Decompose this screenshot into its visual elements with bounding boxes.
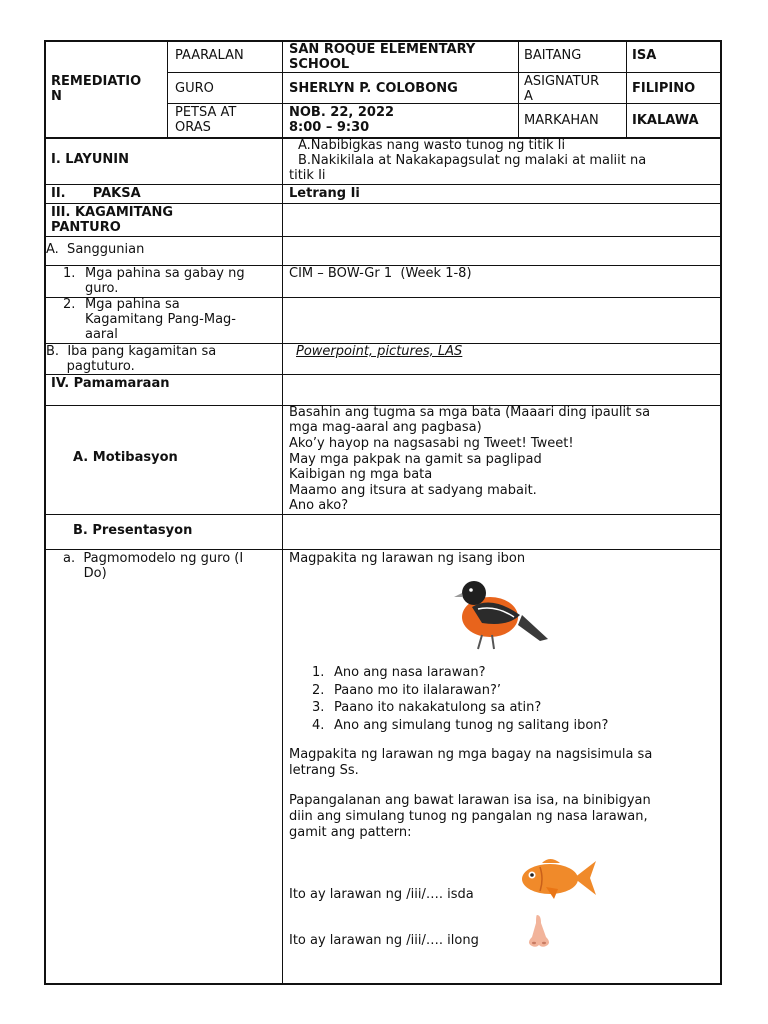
- guro-label: GURO: [175, 81, 214, 96]
- layunin-label: I. LAYUNIN: [51, 152, 129, 167]
- isda-line: Ito ay larawan ng /iii/…. isda: [289, 887, 474, 902]
- item1-value: CIM – BOW-Gr 1 (Week 1-8): [289, 266, 472, 281]
- intro-text: Magpakita ng larawan ng isang ibon: [289, 551, 526, 566]
- baitang-value: ISA: [632, 48, 657, 63]
- item2-label: Mga pahina sa Kagamitang Pang-Mag- aaral: [85, 297, 236, 342]
- question-text: Ano ang simulang tunog ng salitang ibon?: [334, 718, 609, 733]
- paragraph-ss: Magpakita ng larawan ng mga bagay na nagsisimula sa letrang Ss.: [289, 747, 653, 778]
- bird-image: [452, 575, 552, 655]
- motibasyon-line: mga mag-aaral ang pagbasa): [289, 420, 482, 435]
- item1-label: Mga pahina sa gabay ng guro.: [85, 266, 245, 296]
- baitang-label: BAITANG: [524, 48, 582, 63]
- motibasyon-label: A. Motibasyon: [73, 450, 178, 465]
- motibasyon-line: May mga pakpak na gamit sa paglipad: [289, 452, 542, 467]
- question-number: 3.: [312, 700, 325, 715]
- paaralan-label: PAARALAN: [175, 48, 244, 63]
- motibasyon-line: Kaibigan ng mga bata: [289, 467, 433, 482]
- pagmomodelo-label: a. Pagmomodelo ng guro (I Do): [63, 551, 244, 581]
- question-number: 2.: [312, 683, 325, 698]
- question-text: Paano mo ito ilalarawan?’: [334, 683, 502, 698]
- asignatura-value: FILIPINO: [632, 81, 696, 96]
- asignatura-label: ASIGNATUR A: [524, 74, 600, 104]
- question-number: 4.: [312, 718, 325, 733]
- iba-value: Powerpoint, pictures, LAS: [296, 344, 463, 359]
- sanggunian-label: A. Sanggunian: [46, 242, 145, 257]
- remediation-label: REMEDIATIO N: [51, 74, 142, 104]
- layunin-a: A.Nabibigkas nang wasto tunog ng titik Ii: [298, 138, 566, 153]
- teacher-name: SHERLYN P. COLOBONG: [289, 81, 458, 96]
- motibasyon-line: Basahin ang tugma sa mga bata (Maaari ding ipaulit sa: [289, 405, 651, 420]
- motibasyon-line: Maamo ang itsura at sadyang mabait.: [289, 483, 537, 498]
- layunin-b: B.Nakikilala at Nakakapagsulat ng malaki at maliit na titik Ii: [289, 153, 647, 183]
- school-name: SAN ROQUE ELEMENTARY SCHOOL: [289, 42, 476, 72]
- item2-number: 2.: [63, 297, 76, 312]
- markahan-value: IKALAWA: [632, 113, 699, 128]
- motibasyon-line: Ano ako?: [289, 498, 349, 513]
- question-text: Paano ito nakakatulong sa atin?: [334, 700, 542, 715]
- date-time: NOB. 22, 2022 8:00 – 9:30: [289, 105, 395, 135]
- ilong-line: Ito ay larawan ng /iii/…. ilong: [289, 933, 479, 948]
- presentasyon-label: B. Presentasyon: [73, 523, 193, 538]
- motibasyon-line: Ako’y hayop na nagsasabi ng Tweet! Tweet!: [289, 436, 574, 451]
- iba-label: B. Iba pang kagamitan sa pagtuturo.: [46, 344, 217, 374]
- item1-number: 1.: [63, 266, 76, 281]
- petsa-label: PETSA AT ORAS: [175, 105, 237, 135]
- paksa-value: Letrang Ii: [289, 186, 360, 201]
- question-text: Ano ang nasa larawan?: [334, 665, 486, 680]
- question-number: 1.: [312, 665, 325, 680]
- paksa-label: II. PAKSA: [51, 186, 141, 201]
- pamamaraan-label: IV. Pamamaraan: [51, 376, 170, 391]
- nose-image: [524, 913, 554, 949]
- markahan-label: MARKAHAN: [524, 113, 599, 128]
- fish-image: [518, 855, 598, 901]
- paragraph-pattern: Papangalanan ang bawat larawan isa isa, na binibigyan diin ang simulang tunog ng pangalan ng nasa larawan, gamit ang pattern:: [289, 793, 651, 840]
- kagamitan-label: III. KAGAMITANG PANTURO: [51, 205, 174, 235]
